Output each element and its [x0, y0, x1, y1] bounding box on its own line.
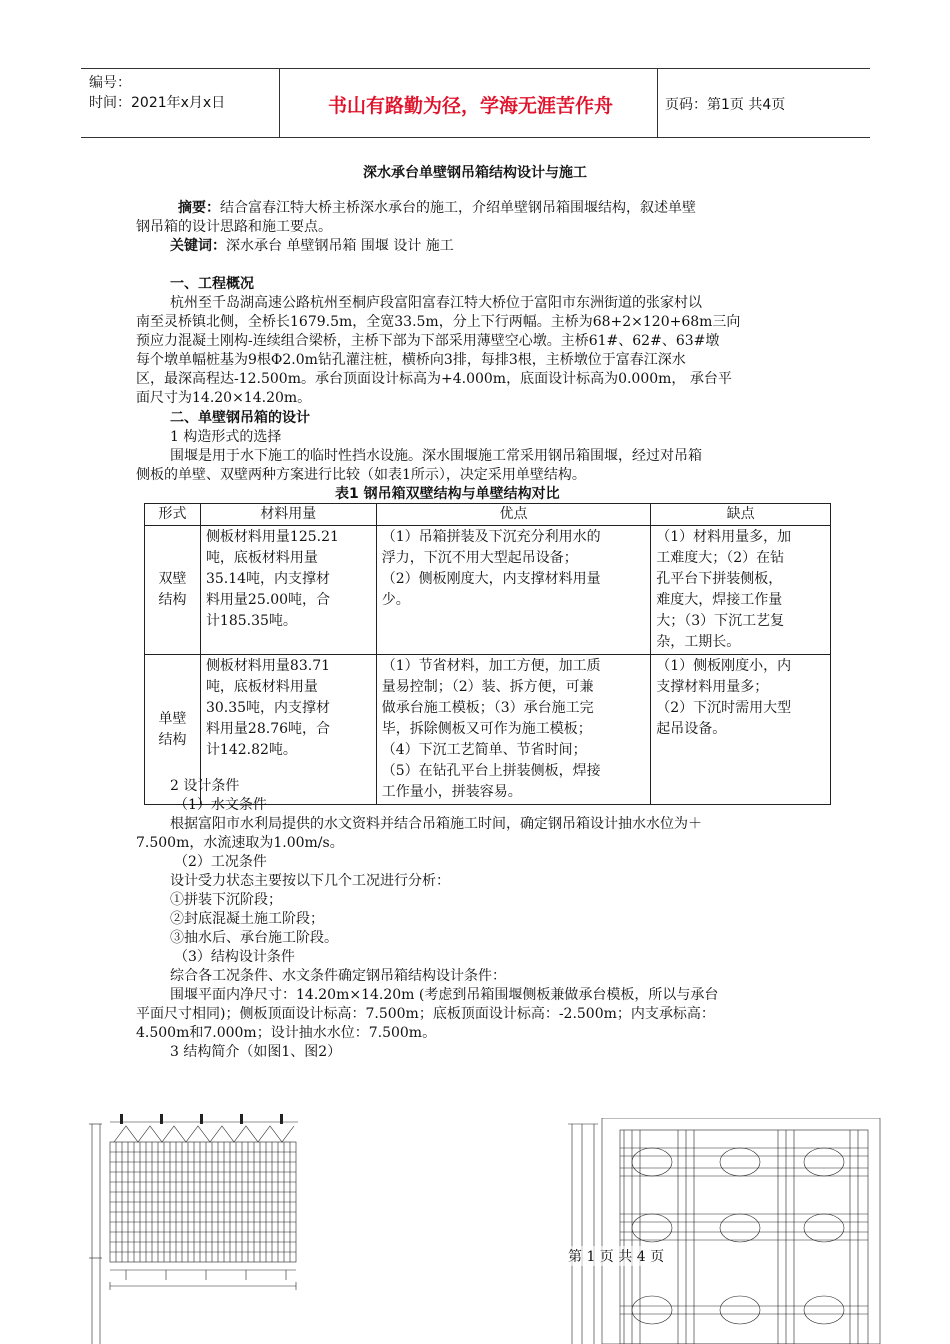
header-divider [657, 69, 658, 137]
list-item: ②封底混凝土施工阶段； [170, 911, 324, 927]
header-meta [89, 73, 225, 113]
section-heading: 二、单壁钢吊箱的设计 [170, 410, 310, 426]
paragraph-line: 围堰平面内净尺寸：14.20m×14.20m (考虑到吊箱围堰侧板兼做承台模板，所以与承台 [170, 987, 719, 1003]
cell-line: （1）材料用量多，加 [656, 529, 792, 545]
table-cell-pros [376, 655, 651, 805]
table-header-cell: 形式 [145, 504, 201, 526]
cell-line: 工作量小，拼装容易。 [381, 784, 522, 800]
paragraph-line: 设计受力状态主要按以下几个工况进行分析： [170, 873, 450, 889]
header-time: 时间：2021年x月x日 [89, 95, 226, 111]
cell-line: 计185.35吨。 [205, 613, 297, 629]
cell-line: 单壁 [158, 710, 187, 727]
paragraph-line: 根据富阳市水利局提供的水文资料并结合吊箱施工时间，确定钢吊箱设计抽水水位为＋ [170, 816, 702, 832]
subsection-heading: （2）工况条件 [174, 854, 267, 870]
paragraph-line: 7.500m，水流速取为1.00m/s。 [136, 835, 344, 851]
page-header [81, 68, 870, 138]
cell-line: 做承台施工模板；（3）承台施工完 [381, 700, 594, 716]
cell-line: 侧板材料用量125.21 [205, 529, 339, 545]
cell-line: 孔平台下拼装侧板， [656, 571, 783, 587]
paragraph-line: 预应力混凝土刚构-连续组合梁桥，主桥下部为下部采用薄壁空心墩。主桥61#、62#、63#墩 [136, 333, 720, 349]
subsection-heading: 2 设计条件 [170, 778, 240, 794]
cell-line: （2）下沉时需用大型 [656, 700, 792, 716]
cell-line: （1）吊箱拼装及下沉充分利用水的 [381, 529, 601, 545]
subsection-heading: 1 构造形式的选择 [170, 429, 282, 445]
cell-line: （1）节省材料，加工方便，加工质 [381, 658, 601, 674]
cell-line: 毕，拆除侧板又可作为施工模板； [381, 721, 592, 737]
cell-line: 浮力，下沉不用大型起吊设备； [381, 550, 578, 566]
cell-line: 杂，工期长。 [656, 634, 741, 650]
comparison-table [144, 503, 831, 805]
table-header-cell: 优点 [376, 504, 651, 526]
cell-line: （4）下沉工艺简单、节省时间； [381, 742, 587, 758]
subsection-heading: （3）结构设计条件 [174, 949, 295, 965]
section-heading: 一、工程概况 [170, 276, 254, 292]
header-page-number: 页码：第1页 共4页 [665, 97, 786, 113]
cell-line: （2）侧板刚度大，内支撑材料用量 [381, 571, 601, 587]
subsection-heading: （1）水文条件 [174, 797, 267, 813]
subsection-heading: 3 结构简介（如图1、图2） [170, 1044, 342, 1060]
paragraph-line: 侧板的单壁、双壁两种方案进行比较（如表1所示），决定采用单壁结构。 [136, 467, 586, 483]
paragraph-line: 每个墩单幅桩基为9根Φ2.0m钻孔灌注桩，横桥向3排，每排3根，主桥墩位于富春江深水 [136, 352, 686, 368]
table-header-cell: 材料用量 [200, 504, 376, 526]
table-header-row [145, 504, 831, 526]
figure-elevation-drawing [86, 1108, 314, 1344]
table-cell-cons [651, 526, 831, 655]
abstract-line: 钢吊箱的设计思路和施工要点。 [136, 219, 332, 235]
paragraph-line: 区，最深高程达-12.500m。承台顶面设计标高为+4.000m，底面设计标高为0.000m， 承台平 [136, 371, 732, 387]
table-cell-material [200, 526, 376, 655]
cell-line: 吨，底板材料用量 [205, 679, 318, 695]
header-motto: 书山有路勤为径，学海无涯苦作舟 [327, 95, 613, 117]
list-item: ③抽水后、承台施工阶段。 [170, 930, 338, 946]
abstract-text: 结合富春江特大桥主桥深水承台的施工，介绍单壁钢吊箱围堰结构，叙述单壁 [220, 200, 696, 216]
paragraph-line: 杭州至千岛湖高速公路杭州至桐庐段富阳富春江特大桥位于富阳市东洲街道的张家村以 [170, 295, 702, 311]
table-caption: 表1 钢吊箱双壁结构与单壁结构对比 [335, 486, 560, 502]
keywords-label: 关键词： [170, 238, 226, 254]
table-header-cell: 缺点 [651, 504, 831, 526]
paragraph-line: 南至灵桥镇北侧，全桥长1679.5m，全宽33.5m，分上下行两幅。主桥为68+2×120+68m三向 [136, 314, 741, 330]
cell-line: 双壁 [158, 571, 187, 587]
paragraph-line: 围堰是用于水下施工的临时性挡水设施。深水围堰施工常采用钢吊箱围堰，经过对吊箱 [170, 448, 702, 464]
paragraph-line: 4.500m和7.000m；设计抽水水位：7.500m。 [136, 1025, 437, 1041]
abstract-label: 摘要： [178, 200, 220, 216]
cell-line: 工难度大；（2）在钻 [656, 550, 785, 566]
cell-line: 少。 [381, 592, 410, 608]
keywords-line [170, 236, 454, 257]
cell-line: 难度大，焊接工作量 [656, 592, 783, 608]
paragraph-line: 综合各工况条件、水文条件确定钢吊箱结构设计条件： [170, 968, 506, 984]
header-divider [279, 69, 280, 137]
figure-plan-drawing [560, 1118, 890, 1344]
cell-line: 35.14吨，内支撑材 [205, 571, 331, 587]
paragraph-line: 面尺寸为14.20×14.20m。 [136, 390, 312, 406]
cell-line: 计142.82吨。 [205, 742, 297, 758]
abstract-line [178, 198, 696, 219]
paragraph-line: 平面尺寸相同)；侧板顶面设计标高：7.500m；底板顶面设计标高：-2.500m；内支承标高： [136, 1006, 715, 1022]
cell-line: 支撑材料用量多； [656, 679, 769, 695]
cell-line: 吨，底板材料用量 [205, 550, 318, 566]
table-cell-cons [651, 655, 831, 805]
cell-line: （5）在钻孔平台上拼装侧板，焊接 [381, 763, 601, 779]
table-row [145, 655, 831, 805]
cell-line: 30.35吨，内支撑材 [205, 700, 331, 716]
footer-page-number: 第 1 页 共 4 页 [568, 1246, 664, 1266]
cell-line: 侧板材料用量83.71 [205, 658, 331, 674]
cell-line: （1）侧板刚度小，内 [656, 658, 792, 674]
keywords-text: 深水承台 单壁钢吊箱 围堰 设计 施工 [226, 238, 454, 254]
cell-line: 结构 [158, 592, 187, 608]
cell-line: 料用量28.76吨，合 [205, 721, 331, 737]
document-title: 深水承台单壁钢吊箱结构设计与施工 [363, 165, 587, 181]
cell-line: 起吊设备。 [656, 721, 727, 737]
cell-line: 结构 [158, 731, 187, 748]
cell-line: 量易控制；（2）装、拆方便，可兼 [381, 679, 594, 695]
table-cell-form [145, 526, 201, 655]
table-cell-pros [376, 526, 651, 655]
cell-line: 料用量25.00吨，合 [205, 592, 331, 608]
table-row [145, 526, 831, 655]
cell-line: 大；（3）下沉工艺复 [656, 613, 785, 629]
header-number: 编号： [89, 75, 131, 91]
list-item: ①拼装下沉阶段； [170, 892, 282, 908]
